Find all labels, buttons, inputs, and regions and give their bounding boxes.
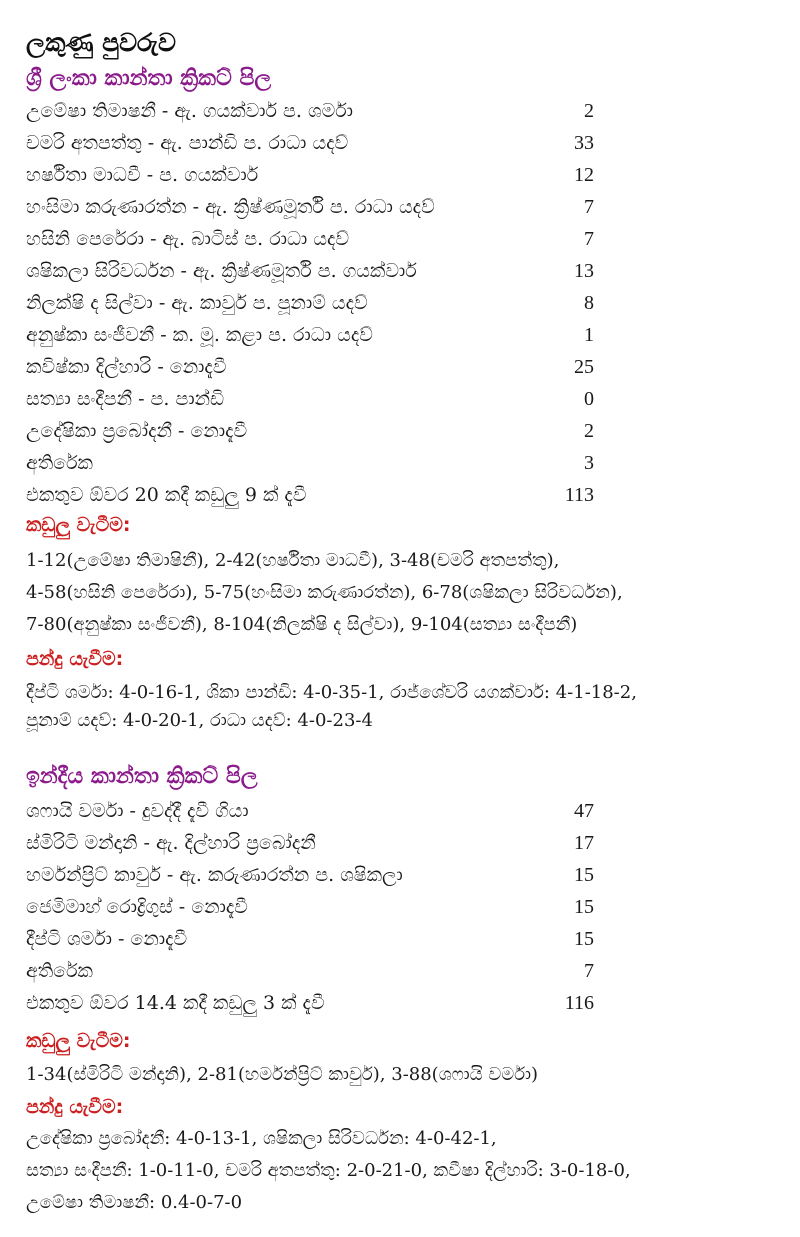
batter-runs: 3 (584, 452, 594, 474)
batter-dismissal: එකතුව ඕවර 20 කදී කඩුලු 9 ක් දැවී (26, 484, 307, 506)
batter-runs: 25 (574, 356, 594, 378)
batter-dismissal: ස්මිරිටි මන්දානි - ඇ. දිල්හාරි ප්‍රබෝදනී (26, 832, 316, 854)
batter-dismissal: අනුෂ්කා සංජීවනී - ක. මූ. කළා ප. රාධා යදව් (26, 324, 373, 346)
batter-runs: 47 (574, 800, 594, 822)
sri-lanka-bowling-heading: පන්දු යැවීම: (26, 648, 124, 670)
batter-runs: 116 (564, 992, 594, 1014)
batter-runs: 1 (584, 324, 594, 346)
detail-line: උදේෂිකා ප්‍රබෝදනී: 4-0-13-1, ශෂිකලා සිරිවර්ධන: 4-0-42-1, (26, 1128, 497, 1149)
batting-row (26, 260, 594, 292)
batter-runs: 113 (564, 484, 594, 506)
detail-line: 7-80(අනුෂ්කා සංජීවනී), 8-104(නිලක්ෂි ද සිල්වා), 9-104(සත්‍යා සංදීපනී) (26, 614, 578, 635)
detail-line: 1-12(උමේෂා තිමාෂිනී), 2-42(හර්ෂිතා මාධවී), 3-48(චමරි අතපත්තු), (26, 550, 560, 571)
batting-row (26, 484, 594, 516)
batting-row (26, 896, 594, 928)
batting-row (26, 864, 594, 896)
batting-row (26, 992, 594, 1024)
batting-row (26, 228, 594, 260)
batter-runs: 0 (584, 388, 594, 410)
india-fow-heading: කඩුලු වැටීම: (26, 1030, 131, 1052)
batting-row (26, 928, 594, 960)
batter-dismissal: ශෂිකලා සිරිවර්ධන - ඇ. ක්‍රිෂ්ණමූර්ති ප. ගයක්වාර් (26, 260, 417, 282)
detail-line: උමේෂා තිමාෂනී: 0.4-0-7-0 (26, 1192, 243, 1213)
batting-row (26, 452, 594, 484)
batting-row (26, 100, 594, 132)
detail-line: පූනාම් යදව්: 4-0-20-1, රාධා යදව්: 4-0-23-4 (26, 710, 373, 731)
batter-runs: 33 (574, 132, 594, 154)
sri-lanka-fow-heading: කඩුලු වැටීම: (26, 514, 131, 536)
batter-dismissal: හංසිමා කරුණාරත්න - ඇ. ක්‍රිෂ්ණමූර්ති ප. රාධා යදව් (26, 196, 435, 218)
batter-dismissal: හසිනි පෙරේරා - ඇ. බාටිස් ප. රාධා යදව් (26, 228, 350, 250)
batter-dismissal: ජෙමිමාහ් රොද්‍රිගුස් - නොදැවී (26, 896, 248, 918)
batting-row (26, 292, 594, 324)
batter-runs: 12 (574, 164, 594, 186)
batter-runs: 15 (574, 864, 594, 886)
batter-dismissal: කවිෂ්කා දිල්හාරි - නොදැවී (26, 356, 227, 378)
batter-dismissal: හර්ෂිතා මාධවී - ප. ගයක්වාර් (26, 164, 259, 186)
batter-runs: 17 (574, 832, 594, 854)
batting-row (26, 832, 594, 864)
batter-runs: 13 (574, 260, 594, 282)
detail-line: දීප්ටි ශර්මා: 4-0-16-1, ශිකා පාන්ඩි: 4-0-35-1, රාජ්ශේවරි යගක්වාර්: 4-1-18-2, (26, 682, 637, 703)
batting-row (26, 800, 594, 832)
detail-line: සත්‍යා සංදීපනී: 1-0-11-0, චමරි අතපත්තු: 2-0-21-0, කවීෂා දිල්හාරි: 3-0-18-0, (26, 1160, 631, 1181)
batting-row (26, 388, 594, 420)
detail-line: 4-58(හසිනි පෙරේරා), 5-75(හංසිමා කරුණාරත්න), 6-78(ශෂිකලා සිරිවර්ධන), (26, 582, 623, 603)
team-title-india: ඉන්දීය කාන්තා ක්‍රිකට් පිල (26, 764, 258, 789)
team-title-sri-lanka: ශ්‍රී ලංකා කාන්තා ක්‍රිකට් පිල (26, 66, 272, 91)
detail-line: 1-34(ස්මිරිටි මන්දානි), 2-81(හර්මන්ප්‍රිට් කාවුර්), 3-88(ශෆායි වර්මා) (26, 1064, 539, 1085)
batting-row (26, 420, 594, 452)
batter-dismissal: නිලක්ෂි ද සිල්වා - ඇ. කාවුර් ප. පූනාම් යදව් (26, 292, 368, 314)
batter-runs: 15 (574, 928, 594, 950)
batter-dismissal: සත්‍යා සංදීපනී - ප. පාන්ඩි (26, 388, 225, 410)
batter-runs: 7 (584, 228, 594, 250)
batter-dismissal: චමරි අතපත්තු - ඇ. පාන්ඩි ප. රාධා යදව් (26, 132, 349, 154)
batter-dismissal: හර්මන්ප්‍රිට් කාවුර් - ඇ. කරුණාරත්න ප. ශෂිකලා (26, 864, 403, 886)
batting-row (26, 164, 594, 196)
batter-runs: 7 (584, 196, 594, 218)
batting-row (26, 356, 594, 388)
batter-dismissal: අතිරේක (26, 452, 93, 474)
batter-dismissal: අතිරේක (26, 960, 93, 982)
batter-dismissal: ශෆායි වර්මා - දුවද්දී දැවී ගියා (26, 800, 249, 822)
batter-dismissal: උදේෂිකා ප්‍රබෝදනී - නොදැවී (26, 420, 248, 442)
batting-row (26, 132, 594, 164)
batter-runs: 2 (584, 420, 594, 442)
batter-runs: 8 (584, 292, 594, 314)
india-bowling-heading: පන්දු යැවීම: (26, 1096, 124, 1118)
batting-row (26, 196, 594, 228)
batting-row (26, 960, 594, 992)
batter-runs: 15 (574, 896, 594, 918)
batter-runs: 2 (584, 100, 594, 122)
batter-runs: 7 (584, 960, 594, 982)
batter-dismissal: උමේෂා තිමාෂනී - ඇ. ගයක්වාර් ප. ශර්මා (26, 100, 353, 122)
batter-dismissal: එකතුව ඕවර 14.4 කදී කඩුලු 3 ක් දැවී (26, 992, 325, 1014)
batter-dismissal: දීප්ටි ශර්මා - නොදැවී (26, 928, 188, 950)
batting-row (26, 324, 594, 356)
page-title: ලකුණු පුවරුව (26, 28, 176, 57)
